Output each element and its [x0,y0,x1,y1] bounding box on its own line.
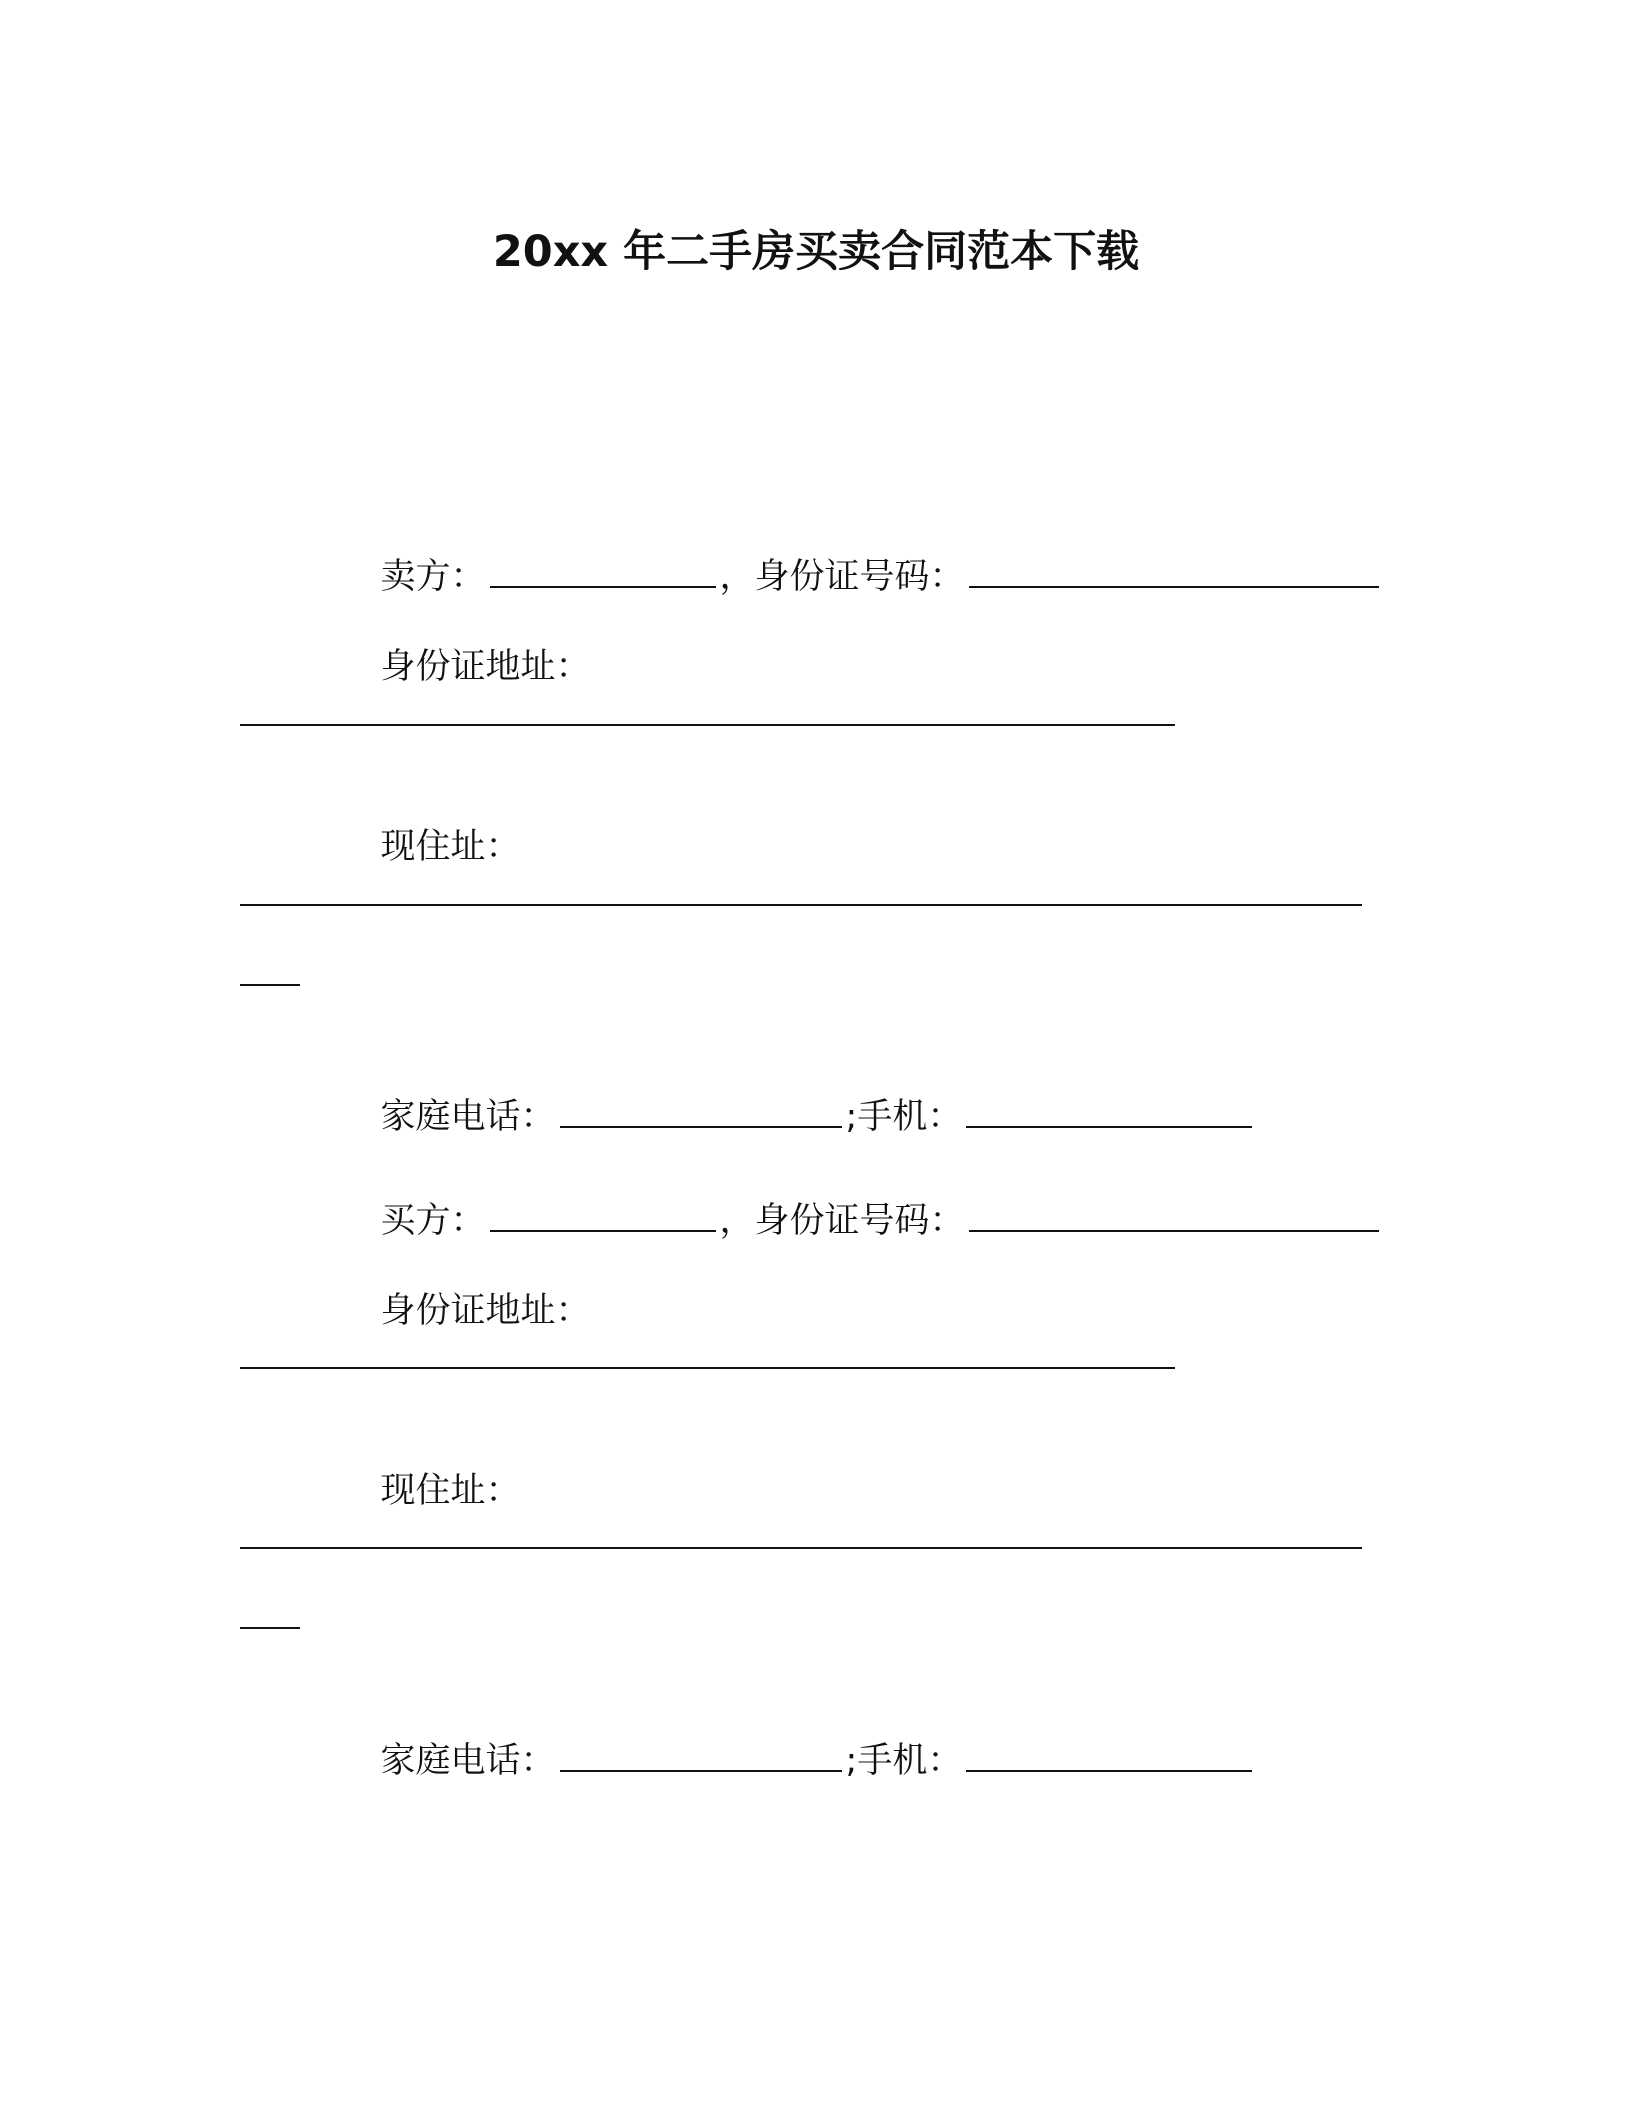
buyer-id-address-blank[interactable] [240,1367,1175,1369]
buyer-mobile-label: ;手机： [845,1741,963,1781]
document-title: 20xx 年二手房买卖合同范本下载 [492,227,1140,277]
seller-id-blank[interactable] [969,550,1379,588]
seller-current-address-row [336,772,521,922]
buyer-current-address-row [336,1416,521,1566]
seller-home-phone-label: 家庭电话： [380,1097,556,1137]
seller-name-label: 卖方： [380,557,486,597]
buyer-name-blank[interactable] [490,1194,716,1232]
buyer-current-address-label: 现住址： [380,1471,521,1511]
seller-mobile-label: ;手机： [845,1097,963,1137]
buyer-current-address-blank-cont[interactable] [240,1627,300,1629]
seller-mobile-blank[interactable] [966,1090,1252,1128]
buyer-id-address-label: 身份证地址： [380,1291,591,1331]
seller-id-address-row [336,592,591,742]
seller-id-address-label: 身份证地址： [380,647,591,687]
buyer-home-phone-blank[interactable] [560,1734,842,1772]
buyer-id-blank[interactable] [969,1194,1379,1232]
buyer-id-address-row [336,1236,591,1386]
buyer-current-address-blank[interactable] [240,1547,1362,1549]
seller-current-address-label: 现住址： [380,827,521,867]
seller-home-phone-blank[interactable] [560,1090,842,1128]
seller-name-blank[interactable] [490,550,716,588]
seller-id-address-blank[interactable] [240,724,1175,726]
buyer-id-label: ，身份证号码： [719,1201,965,1241]
seller-current-address-blank-cont[interactable] [240,984,300,986]
seller-id-label: ，身份证号码： [719,557,965,597]
buyer-phone-row [336,1684,1256,1836]
buyer-name-label: 买方： [380,1201,486,1241]
buyer-home-phone-label: 家庭电话： [380,1741,556,1781]
seller-current-address-blank[interactable] [240,904,1362,906]
buyer-mobile-blank[interactable] [966,1734,1252,1772]
